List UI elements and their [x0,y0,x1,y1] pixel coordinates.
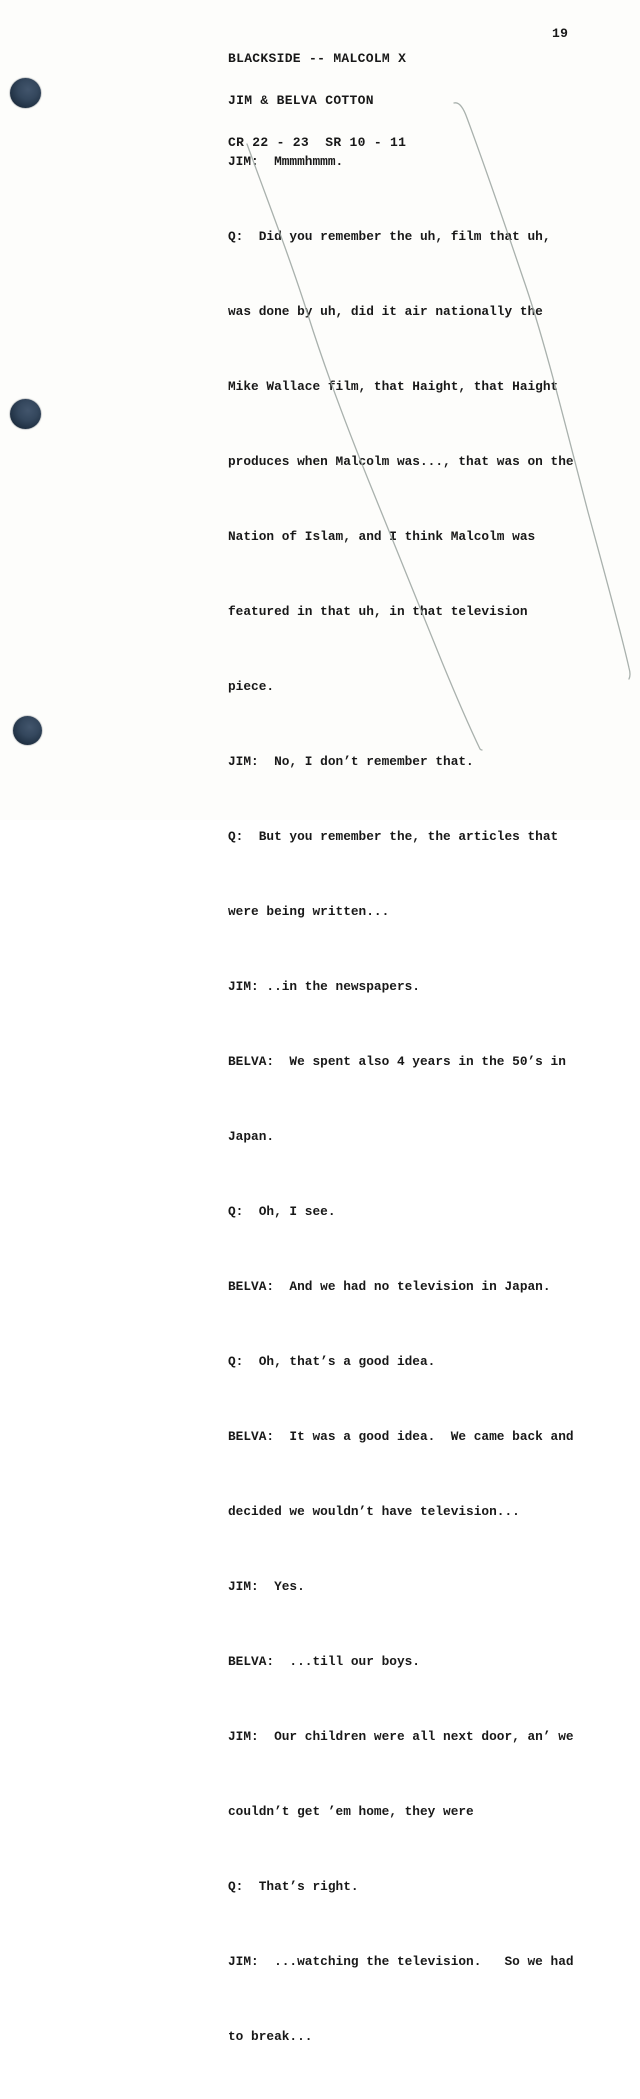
transcript-line: to break... [228,2029,313,2044]
transcript-line: BELVA: ...till our boys. [228,1654,420,1669]
transcript-line: produces when Malcolm was..., that was on the [228,454,574,469]
transcript-line: JIM: No, I don’t remember that. [228,754,474,769]
header-reel-codes: CR 22 - 23 SR 10 - 11 [228,135,407,150]
transcript-line: Q: But you remember the, the articles that [228,829,559,844]
transcript-line: JIM: Our children were all next door, an’ we [228,1729,574,1744]
transcript-line: JIM: Mmmmhmmm. [228,154,344,169]
header-subjects: JIM & BELVA COTTON [228,93,374,108]
hole-punch-top [10,78,41,108]
transcript-line: Mike Wallace film, that Haight, that Haight [228,379,559,394]
transcript-line: BELVA: And we had no television in Japan. [228,1279,551,1294]
transcript-line: Q: Oh, I see. [228,1204,336,1219]
transcript-body [228,99,574,2099]
hole-punch-bottom [13,716,42,745]
transcript-line: JIM: Yes. [228,1579,305,1594]
page-number: 19 [552,26,569,41]
transcript-line: piece. [228,679,275,694]
transcript-line: JIM: ...watching the television. So we had [228,1954,574,1969]
transcript-line: Nation of Islam, and I think Malcolm was [228,529,536,544]
transcript-line: BELVA: We spent also 4 years in the 50’s in [228,1054,566,1069]
transcript-line: were being written... [228,904,390,919]
transcript-line: Q: Did you remember the uh, film that uh, [228,229,551,244]
transcript-line: Q: That’s right. [228,1879,359,1894]
transcript-line: JIM: ..in the newspapers. [228,979,420,994]
transcript-line: featured in that uh, in that television [228,604,528,619]
transcript-line: Japan. [228,1129,275,1144]
transcript-line: was done by uh, did it air nationally the [228,304,543,319]
header-title: BLACKSIDE -- MALCOLM X [228,51,407,66]
transcript-line: couldn’t get ’em home, they were [228,1804,474,1819]
transcript-line: Q: Oh, that’s a good idea. [228,1354,436,1369]
transcript-line: BELVA: It was a good idea. We came back and [228,1429,574,1444]
transcript-line: decided we wouldn’t have television... [228,1504,520,1519]
hole-punch-middle [10,399,41,429]
